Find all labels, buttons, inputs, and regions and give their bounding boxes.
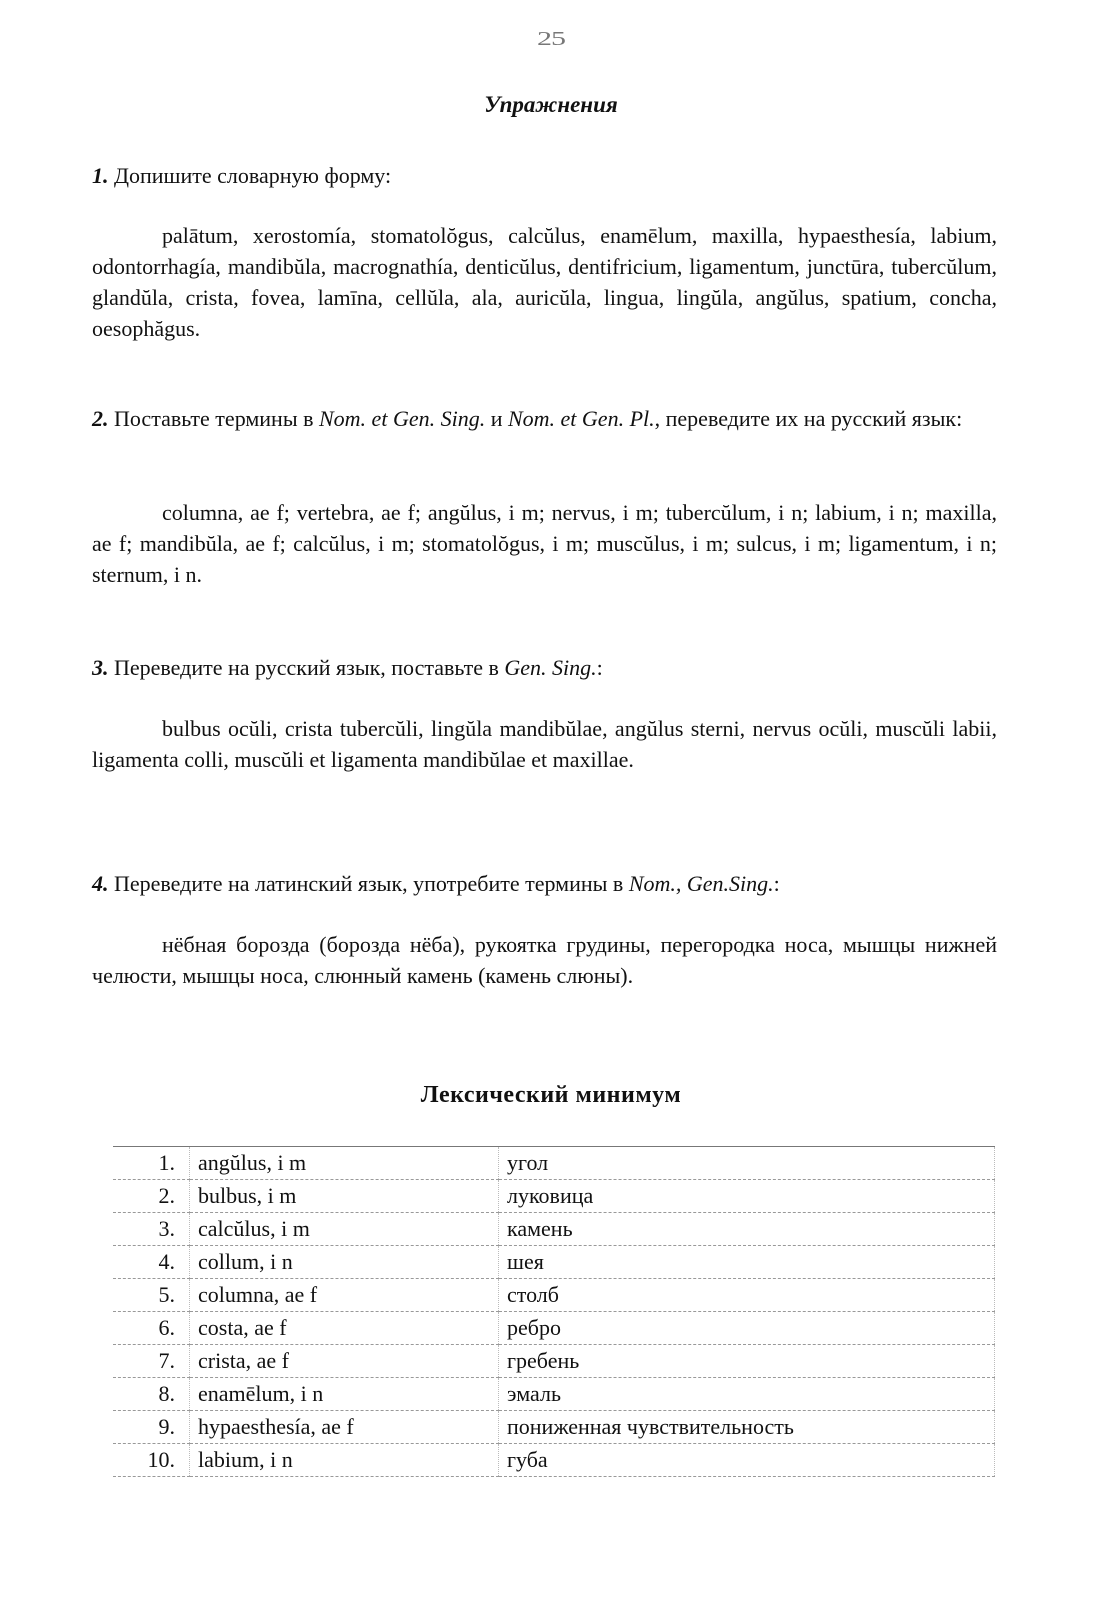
exercise-2-instruction bbox=[92, 403, 997, 434]
exercise-2-number: 2. bbox=[92, 406, 109, 431]
table-row bbox=[113, 1312, 995, 1345]
lexical-minimum-title: Лексический минимум bbox=[420, 1082, 682, 1108]
latin-term: enamēlum, i n bbox=[190, 1378, 499, 1411]
row-number: 6. bbox=[113, 1312, 190, 1345]
exercise-4-instruction-b: : bbox=[773, 871, 780, 896]
exercise-3-text: bulbus ocŭli, crista tubercŭli, lingŭla mandibŭlae, angŭlus sterni, nervus ocŭli, muscŭli labii, ligamenta colli, muscŭli et ligamenta mandibŭlae et maxillae. bbox=[92, 716, 997, 772]
exercise-4-instruction bbox=[92, 868, 997, 899]
row-number: 3. bbox=[113, 1213, 190, 1246]
russian-translation: угол bbox=[499, 1147, 995, 1180]
latin-term: angŭlus, i m bbox=[190, 1147, 499, 1180]
latin-term: columna, ae f bbox=[190, 1279, 499, 1312]
exercise-1-text: palātum, xerostomía, stomatolŏgus, calcŭlus, enamēlum, maxilla, hypaesthesía, labium, odontorrhagía, mandibŭla, macrognathía, denticŭlus, dentifricium, ligamentum, junctūra, tubercŭlum, glandŭla, crista, fovea, lamīna, cellŭla, ala, auricŭla, lingua, lingŭla, angŭlus, spatium, concha, oesophăgus. bbox=[92, 223, 997, 341]
row-number: 7. bbox=[113, 1345, 190, 1378]
lexical-minimum-table bbox=[113, 1146, 995, 1477]
exercise-3-instruction-a: Переведите на русский язык, поставьте в bbox=[114, 655, 499, 680]
latin-term: calcŭlus, i m bbox=[190, 1213, 499, 1246]
exercise-2-term-b: Nom. et Gen. Pl. bbox=[507, 406, 655, 431]
latin-term: crista, ae f bbox=[190, 1345, 499, 1378]
table-row bbox=[113, 1279, 995, 1312]
exercise-3-term-a: Gen. Sing. bbox=[504, 655, 597, 680]
exercise-4-instruction-a: Переведите на латинский язык, употребите термины в bbox=[114, 871, 624, 896]
russian-translation: эмаль bbox=[499, 1378, 995, 1411]
table-row bbox=[113, 1345, 995, 1378]
table-row bbox=[113, 1246, 995, 1279]
exercise-2-instruction-b: и bbox=[490, 406, 503, 431]
exercise-2-instruction-c: , переведите их на русский язык: bbox=[654, 406, 963, 431]
exercise-2-text: columna, ae f; vertebra, ae f; angŭlus, i m; nervus, i m; tubercŭlum, i n; labium, i n; maxilla, ae f; mandibŭla, ae f; calcŭlus, i m; stomatolŏgus, i m; muscŭlus, i m; sulcus, i m; ligamentum, i n; sternum, i n. bbox=[92, 500, 997, 587]
latin-term: collum, i n bbox=[190, 1246, 499, 1279]
row-number: 2. bbox=[113, 1180, 190, 1213]
russian-translation: столб bbox=[499, 1279, 995, 1312]
row-number: 5. bbox=[113, 1279, 190, 1312]
russian-translation: камень bbox=[499, 1213, 995, 1246]
row-number: 9. bbox=[113, 1411, 190, 1444]
exercise-4-text: нёбная борозда (борозда нёба), рукоятка грудины, перегородка носа, мышцы нижней челюсти, мышцы носа, слюнный камень (камень слюны). bbox=[92, 932, 997, 988]
exercise-2-instruction-a: Поставьте термины в bbox=[114, 406, 314, 431]
russian-translation: гребень bbox=[499, 1345, 995, 1378]
table-row bbox=[113, 1444, 995, 1477]
table-row bbox=[113, 1378, 995, 1411]
row-number: 1. bbox=[113, 1147, 190, 1180]
latin-term: labium, i n bbox=[190, 1444, 499, 1477]
exercise-3-instruction bbox=[92, 652, 997, 683]
russian-translation: ребро bbox=[499, 1312, 995, 1345]
exercise-1-instruction bbox=[92, 160, 997, 191]
table-row bbox=[113, 1213, 995, 1246]
row-number: 8. bbox=[113, 1378, 190, 1411]
exercise-4-term-a: Nom., Gen.Sing. bbox=[628, 871, 774, 896]
page-number: 25 bbox=[537, 27, 565, 50]
row-number: 10. bbox=[113, 1444, 190, 1477]
latin-term: costa, ae f bbox=[190, 1312, 499, 1345]
exercise-1-instruction-text: Допишите словарную форму: bbox=[114, 163, 392, 188]
table-row bbox=[113, 1180, 995, 1213]
exercise-3-number: 3. bbox=[92, 655, 109, 680]
exercises-heading: Упражнения bbox=[484, 92, 618, 117]
exercise-2-term-a: Nom. et Gen. Sing. bbox=[319, 406, 486, 431]
table-row bbox=[113, 1411, 995, 1444]
table-row bbox=[113, 1147, 995, 1180]
exercise-4-number: 4. bbox=[92, 871, 109, 896]
russian-translation: шея bbox=[499, 1246, 995, 1279]
exercise-1-number: 1. bbox=[92, 163, 109, 188]
latin-term: hypaesthesía, ae f bbox=[190, 1411, 499, 1444]
russian-translation: губа bbox=[499, 1444, 995, 1477]
row-number: 4. bbox=[113, 1246, 190, 1279]
latin-term: bulbus, i m bbox=[190, 1180, 499, 1213]
russian-translation: луковица bbox=[499, 1180, 995, 1213]
russian-translation: пониженная чувствительность bbox=[499, 1411, 995, 1444]
exercise-3-instruction-b: : bbox=[596, 655, 603, 680]
